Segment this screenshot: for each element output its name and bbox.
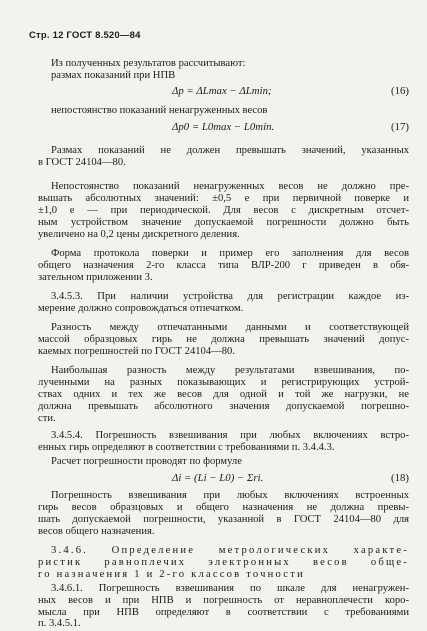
text-line: ным устройством значение допускаемой погрешности должно быть: [38, 217, 409, 228]
text-line: 3.4.5.4. Погрешность взвешивания при любых включениях встро-: [51, 430, 409, 441]
text-line: шать допускаемой погрешности, указанной в ГОСТ 24104—80 для: [38, 514, 409, 525]
text-line: массой образцовых гирь не должна превышать значений допус-: [38, 334, 409, 345]
text-line: Непостоянство показаний ненагруженных весов не должно пре-: [51, 181, 409, 192]
text-line: Из полученных результатов рассчитывают:: [51, 58, 246, 69]
equation-17: Δp0 = L0max − L0min.: [172, 121, 275, 133]
text-line: сти.: [38, 413, 56, 424]
text-line: 3.4.6.1. Погрешность взвешивания по шкале для ненагружен-: [51, 583, 409, 594]
text-line: лученными на разных показывающих и регистрирующих устрой-: [38, 377, 409, 388]
text-line: непостоянство показаний ненагруженных весов: [51, 105, 268, 116]
section-heading: ристик равноплечих электронных весов обще-: [38, 557, 409, 568]
text-line: 3.4.5.3. При наличии устройства для регистрации каждое из-: [51, 291, 409, 302]
text-line: ±1,0 е — при периодической. Для весов с дискретным отсчет-: [38, 205, 409, 216]
text-line: общего назначения 2-го класса типа ВЛР-200 г приведен в обя-: [38, 260, 409, 271]
text-line: Разность между отпечатанными данными и соответствующей: [51, 322, 409, 333]
text-line: вышать абсолютных значений: ±0,5 е при первичной поверке и: [38, 193, 409, 204]
text-line: увеличено на 0,2 цены дискретного деления.: [38, 229, 240, 240]
text-line: ствах одних и тех же весов для одной и той же нагрузки, не: [38, 389, 409, 400]
text-line: гирь весов образцовых и общего назначения не должна превы-: [38, 502, 409, 513]
text-line: весов общего назначения.: [38, 526, 155, 537]
text-line: зательном приложении 3.: [38, 272, 153, 283]
equation-number-17: (17): [391, 121, 409, 133]
equation-number-16: (16): [391, 85, 409, 97]
text-line: Форма протокола поверки и пример его заполнения для весов: [51, 248, 409, 259]
text-line: п. 3.4.5.1.: [38, 618, 81, 629]
text-line: в ГОСТ 24104—80.: [38, 157, 126, 168]
equation-18: Δi = (Li − L0) − Σri.: [172, 472, 264, 484]
text-line: размах показаний при НПВ: [51, 70, 176, 81]
text-line: енных гирь определяют в соответствии с требованиями п. 3.4.4.3.: [38, 442, 335, 453]
section-heading: го назначения 1 и 2-го классов точности: [38, 569, 305, 580]
text-line: Наибольшая разность между результатами взвешивания, по-: [51, 365, 409, 376]
text-line: каемых погрешностей по ГОСТ 24104—80.: [38, 346, 235, 357]
section-heading: 3.4.6. Определение метрологических характе-: [51, 545, 409, 556]
text-line: мысла при НПВ определяют в соответствии с требованиями: [38, 607, 409, 618]
text-line: Погрешность взвешивания при любых включениях встроенных: [51, 490, 409, 501]
text-line: должна превышать абсолютного значения допускаемой погрешно-: [38, 401, 409, 412]
text-line: мерение должно сопровождаться отпечатком.: [38, 303, 244, 314]
equation-16: Δp = ΔLmax − ΔLmin;: [172, 85, 272, 97]
text-line: ных весов и при НПВ и погрешность от неравноплечести коро-: [38, 595, 409, 606]
text-line: Расчет погрешности проводят по формуле: [51, 456, 242, 467]
text-line: Размах показаний не должен превышать значений, указанных: [51, 145, 409, 156]
equation-number-18: (18): [391, 472, 409, 484]
page-header: Стр. 12 ГОСТ 8.520—84: [29, 30, 141, 41]
